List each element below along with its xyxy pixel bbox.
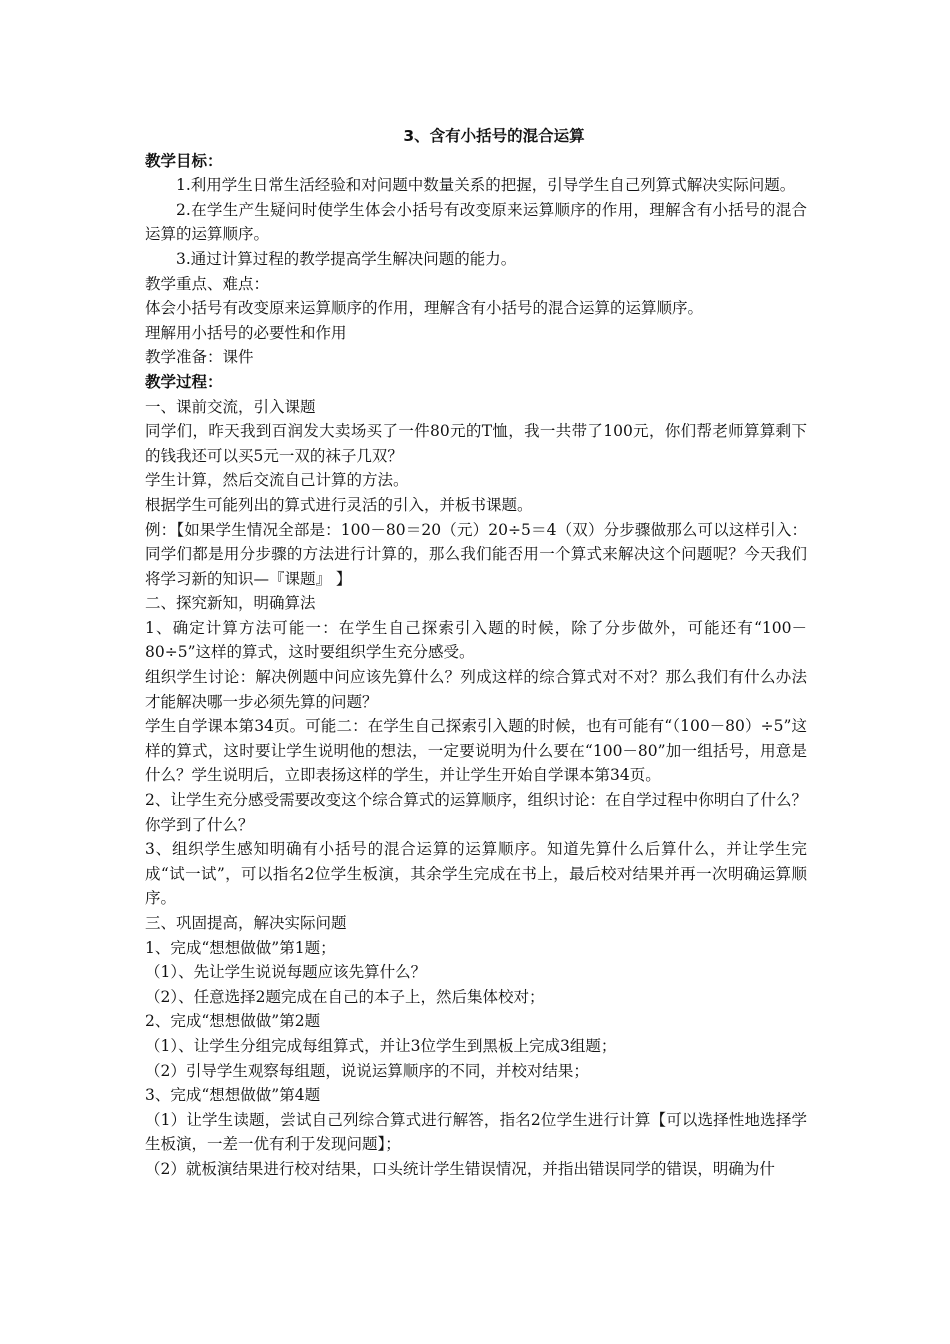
section-heading: 一、课前交流，引入课题: [145, 397, 316, 416]
paragraph: 根据学生可能列出的算式进行灵活的引入，并板书课题。: [145, 495, 533, 514]
paragraph: 2.在学生产生疑问时使学生体会小括号有改变原来运算顺序的作用，理解含有小括号的混合运算的运算顺序。: [145, 200, 807, 244]
heading-objectives: 教学目标：: [145, 151, 223, 170]
paragraph: 2、让学生充分感受需要改变这个综合算式的运算顺序，组织讨论：在自学过程中你明白了什么？你学到了什么？: [145, 791, 807, 834]
section-heading: 二、探究新知，明确算法: [145, 594, 316, 613]
paragraph: 同学们，昨天我到百润发大卖场买了一件80元的T恤，我一共带了100元，你们帮老师算算剩下的钱我还可以买5元一双的袜子几双？: [145, 422, 807, 465]
paragraph: （2）、任意选择2题完成在自己的本子上，然后集体校对；: [145, 987, 545, 1006]
paragraph: 1.利用学生日常生活经验和对问题中数量关系的把握，引导学生自己列算式解决实际问题。: [176, 176, 796, 195]
paragraph: （2）就板演结果进行校对结果，口头统计学生错误情况，并指出错误同学的错误，明确为什: [145, 1159, 775, 1178]
paragraph: 1、确定计算方法可能一：在学生自己探索引入题的时候，除了分步做外，可能还有“100－80÷5”这样的算式，这时要组织学生充分感受。: [145, 618, 807, 662]
paragraph: 教学准备：课件: [145, 348, 254, 367]
heading-key-points: 教学重点、难点：: [145, 274, 270, 293]
paragraph: 3、组织学生感知明确有小括号的混合运算的运算顺序。知道先算什么后算什么，并让学生完成“试一试”，可以指名2位学生板演，其余学生完成在书上，最后校对结果并再一次明确运算顺序。: [145, 840, 807, 908]
paragraph: 1、完成“想想做做”第1题；: [145, 938, 336, 957]
section-heading: 三、巩固提高，解决实际问题: [145, 914, 347, 932]
paragraph: 组织学生讨论：解决例题中问应该先算什么？列成这样的综合算式对不对？那么我们有什么办法才能解决哪一步必须先算的问题？: [145, 668, 807, 711]
paragraph: 例：【如果学生情况全部是：100－80＝20（元）20÷5＝4（双）分步骤做那么可以这样引入：同学们都是用分步骤的方法进行计算的，那么我们能否用一个算式来解决这个问题呢？今天我们将学习新的知识—『课题』 】: [145, 520, 807, 588]
paragraph: 学生计算，然后交流自己计算的方法。: [145, 471, 409, 490]
paragraph: 体会小括号有改变原来运算顺序的作用，理解含有小括号的混合运算的运算顺序。: [145, 299, 704, 318]
paragraph: 3.通过计算过程的教学提高学生解决问题的能力。: [176, 249, 517, 268]
page-title: 3、含有小括号的混合运算: [403, 127, 585, 145]
paragraph: 2、完成“想想做做”第2题: [145, 1012, 321, 1031]
heading-process: 教学过程：: [145, 372, 223, 391]
paragraph: （2）引导学生观察每组题，说说运算顺序的不同，并校对结果；: [145, 1061, 589, 1080]
paragraph: （1）、让学生分组完成每组算式，并让3位学生到黑板上完成3组题；: [145, 1036, 617, 1055]
paragraph: （1）、先让学生说说每题应该先算什么？: [145, 963, 427, 982]
paragraph: 理解用小括号的必要性和作用: [145, 323, 347, 342]
paragraph: 学生自学课本第34页。可能二：在学生自己探索引入题的时候，也有可能有“（100－80）÷5”这样的算式，这时要让学生说明他的想法，一定要说明为什么要在“100－80”加一组括号，用意是什么？学生说明后，立即表扬这样的学生，并让学生开始自学课本第34页。: [145, 717, 807, 785]
paragraph: （1）让学生读题，尝试自己列综合算式进行解答，指名2位学生进行计算【可以选择性地选择学生板演，一差一优有利于发现问题】；: [145, 1110, 807, 1154]
paragraph: 3、完成“想想做做”第4题: [145, 1086, 321, 1105]
document-page: [145, 124, 807, 1182]
